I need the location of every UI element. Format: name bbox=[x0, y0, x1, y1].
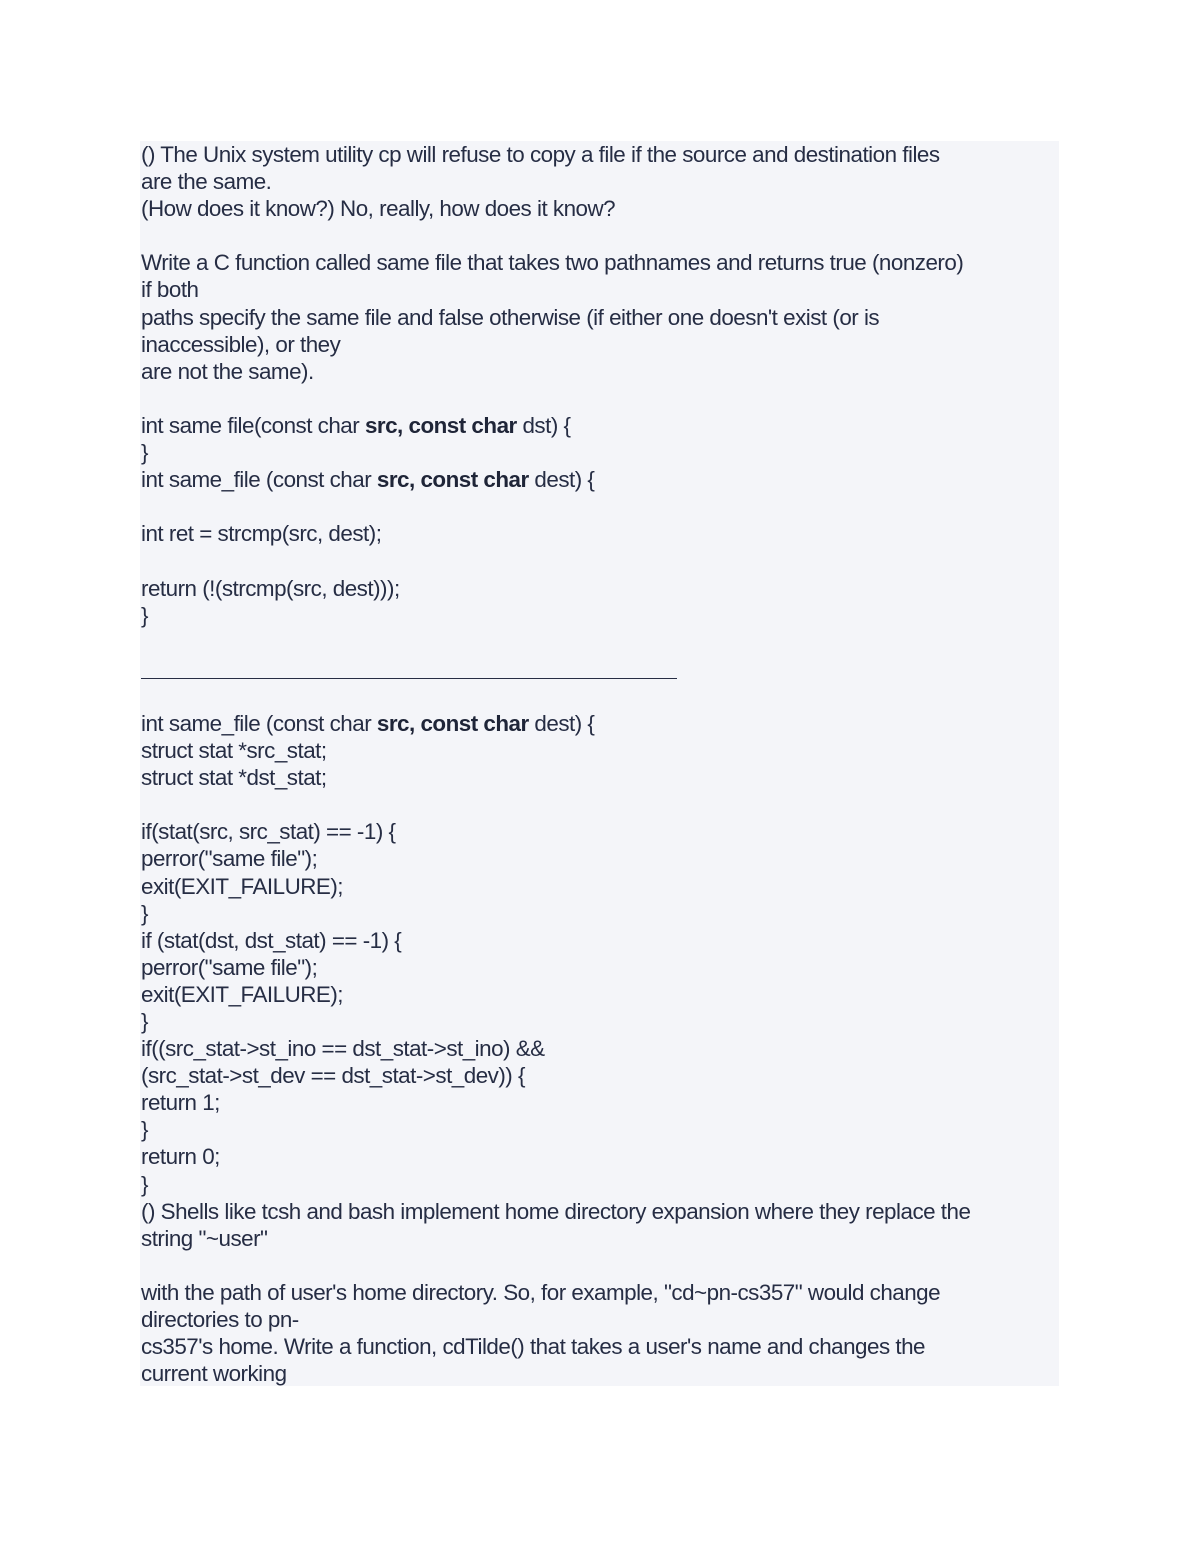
attempt1-return-line: return (!(strcmp(src, dest))); bbox=[141, 575, 400, 601]
q1-task-line: are not the same). bbox=[141, 358, 314, 384]
q2-body-line: cs357's home. Write a function, cdTilde() that takes a user's name and changes the bbox=[141, 1334, 925, 1360]
q2-intro-line: string "~user" bbox=[141, 1225, 268, 1251]
code-line: if((src_stat->st_ino == dst_stat->st_ino) && bbox=[141, 1036, 545, 1062]
code-line: if (stat(dst, dst_stat) == -1) { bbox=[141, 927, 402, 953]
q1-close-brace: } bbox=[141, 440, 148, 466]
code-line: perror("same file"); bbox=[141, 954, 318, 980]
blank-line bbox=[141, 493, 1059, 520]
code-line: perror("same file"); bbox=[141, 846, 318, 872]
q2-body-line: with the path of user's home directory. So, for example, "cd~pn-cs357" would change bbox=[141, 1279, 941, 1305]
blank-line bbox=[141, 629, 1059, 656]
code-line: (src_stat->st_dev == dst_stat->st_dev)) { bbox=[141, 1063, 525, 1089]
attempt2-signature: int same_file (const char src, const char dest) { bbox=[141, 710, 595, 736]
attempt1-close-brace: } bbox=[141, 602, 148, 628]
code-line: return 0; bbox=[141, 1144, 220, 1170]
q1-task-line: if both bbox=[141, 277, 199, 303]
q2-body-line: current working bbox=[141, 1361, 287, 1387]
code-line: } bbox=[141, 1117, 148, 1143]
blank-line bbox=[141, 1252, 1059, 1279]
code-line: exit(EXIT_FAILURE); bbox=[141, 981, 344, 1007]
code-line: return 1; bbox=[141, 1090, 220, 1116]
q1-intro-line: are the same. bbox=[141, 169, 272, 195]
q1-task-line: paths specify the same file and false otherwise (if either one doesn't exist (or is bbox=[141, 304, 880, 330]
code-line: struct stat *src_stat; bbox=[141, 738, 327, 764]
blank-line bbox=[141, 547, 1059, 574]
q1-intro-line: () The Unix system utility cp will refuse to copy a file if the source and destination files bbox=[141, 142, 940, 167]
code-line: if(stat(src, src_stat) == -1) { bbox=[141, 819, 396, 845]
blank-line bbox=[141, 222, 1059, 249]
document-text bbox=[141, 141, 1059, 1387]
code-line: } bbox=[141, 1009, 148, 1034]
blank-line bbox=[141, 683, 1059, 710]
code-line: } bbox=[141, 1171, 148, 1197]
code-line: struct stat *dst_stat; bbox=[141, 765, 327, 791]
separator-bar bbox=[141, 678, 677, 679]
attempt1-ret-line: int ret = strcmp(src, dest); bbox=[141, 521, 382, 547]
separator-rule bbox=[141, 656, 1059, 683]
attempt1-signature: int same_file (const char src, const char dest) { bbox=[141, 467, 595, 493]
code-line: } bbox=[141, 900, 148, 926]
code-line: exit(EXIT_FAILURE); bbox=[141, 873, 344, 899]
q1-task-line: Write a C function called same file that takes two pathnames and returns true (nonzero) bbox=[141, 250, 964, 276]
q2-body-line: directories to pn- bbox=[141, 1307, 299, 1333]
blank-line bbox=[141, 385, 1059, 412]
q2-intro-line: () Shells like tcsh and bash implement home directory expansion where they replace the bbox=[141, 1198, 971, 1224]
blank-line bbox=[141, 791, 1059, 818]
q1-signature: int same file(const char src, const char dst) { bbox=[141, 412, 571, 438]
q1-intro-line: (How does it know?) No, really, how does it know? bbox=[141, 196, 616, 222]
q1-task-line: inaccessible), or they bbox=[141, 331, 341, 357]
